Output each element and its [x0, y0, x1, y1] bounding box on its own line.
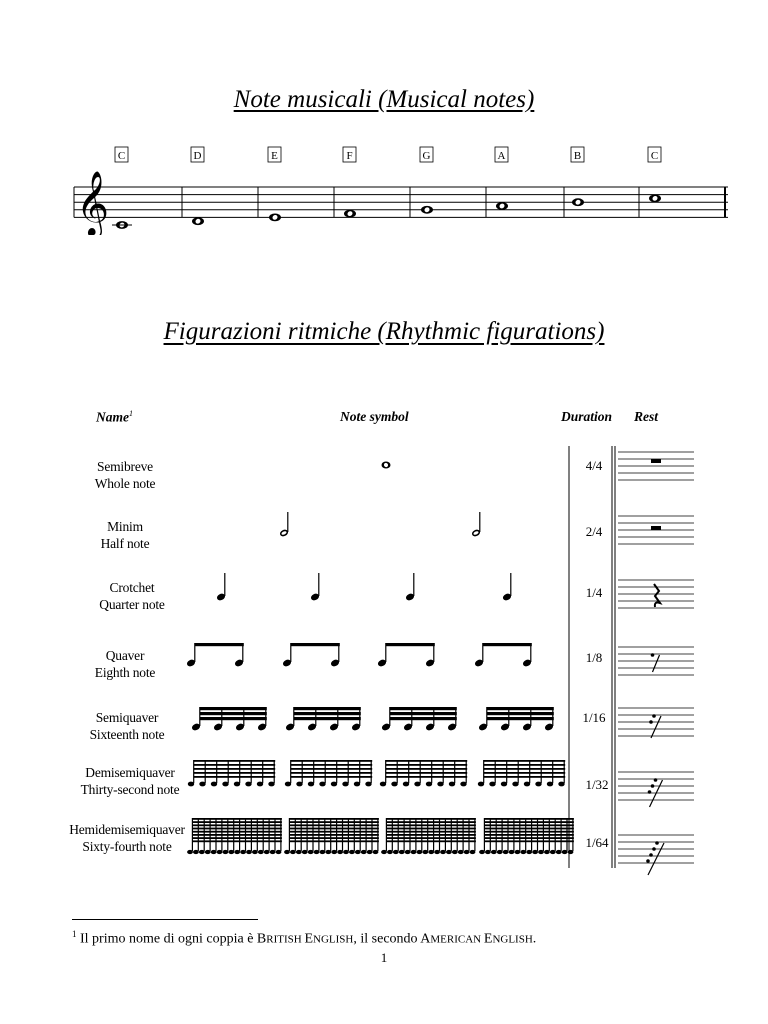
rest-symbol — [646, 841, 664, 875]
note-beam — [390, 707, 457, 710]
symbol-thirty-second-group — [380, 760, 467, 786]
symbol-sixteenth-group — [191, 707, 267, 732]
note-beam — [192, 840, 282, 842]
note-beam — [487, 707, 554, 710]
note-beam — [484, 760, 566, 762]
note-beam — [192, 831, 282, 833]
note-beam — [294, 717, 361, 720]
duration-eighth: 1/8 — [585, 650, 603, 665]
note-beam — [386, 828, 476, 830]
symbol-eighth-pair — [186, 643, 244, 668]
rest-symbol — [651, 526, 661, 530]
note-beam — [291, 760, 373, 762]
svg-text:E: E — [271, 150, 278, 162]
note-beam — [194, 776, 276, 778]
note-beam — [484, 818, 574, 820]
rest-symbol — [651, 459, 661, 463]
row-name-half: Minim Half note — [100, 519, 150, 551]
section-title-musical-notes: Note musicali (Musical notes) — [233, 86, 535, 113]
symbol-thirty-second-group — [285, 760, 372, 786]
duration-half: 2/4 — [585, 524, 603, 539]
symbol-sixteenth-group — [381, 707, 457, 732]
symbol-quarter-note — [310, 573, 320, 602]
note-beam — [194, 764, 276, 766]
note-beam — [386, 837, 476, 839]
symbol-sixty-fourth-group — [381, 818, 476, 854]
note-beam — [390, 712, 457, 715]
note-beam — [483, 643, 532, 646]
symbol-eighth-pair — [474, 643, 532, 668]
footnote-separator — [72, 919, 258, 920]
note-beam — [289, 834, 379, 836]
header-duration: Duration — [561, 409, 613, 424]
note-beam — [192, 834, 282, 836]
note-beam — [289, 818, 379, 820]
note-beam — [386, 768, 468, 770]
note-beam — [200, 712, 267, 715]
note-beam — [386, 818, 476, 820]
symbol-sixty-fourth-group — [479, 818, 574, 854]
note-beam — [192, 837, 282, 839]
row-name-sixteenth: Semiquaver Sixteenth note — [89, 710, 165, 742]
header-note-symbol: Note symbol — [340, 409, 409, 424]
note-beam — [484, 828, 574, 830]
note-beam — [386, 834, 476, 836]
note-beam — [194, 760, 276, 762]
note-beam — [294, 707, 361, 710]
note-beam — [289, 828, 379, 830]
note-beam — [192, 828, 282, 830]
symbol-eighth-pair — [377, 643, 435, 668]
rest-symbol — [654, 584, 660, 607]
header-name: Name$^1$ — [96, 409, 133, 425]
duration-whole: 4/4 — [585, 458, 603, 473]
note-beam — [484, 840, 574, 842]
note-beam — [484, 768, 566, 770]
note-beam — [192, 818, 282, 820]
note-beam — [484, 837, 574, 839]
note-beam — [291, 768, 373, 770]
row-name-whole: Semibreve Whole note — [94, 459, 156, 491]
page-number: 1 — [380, 950, 388, 965]
symbol-half-note — [471, 512, 481, 538]
note-beam — [386, 776, 468, 778]
note-beam — [487, 717, 554, 720]
row-name-thirty-second: Demisemiquaver Thirty-second note — [80, 765, 180, 797]
note-beam — [484, 834, 574, 836]
note-beam — [484, 776, 566, 778]
symbol-sixty-fourth-group — [284, 818, 379, 854]
note-beam — [484, 821, 574, 823]
note-beam — [386, 831, 476, 833]
note-beam — [289, 840, 379, 842]
duration-thirty-second: 1/32 — [585, 777, 609, 792]
svg-text:F: F — [346, 150, 353, 162]
duration-sixteenth: 1/16 — [582, 710, 606, 725]
note-beam — [484, 772, 566, 774]
row-name-sixty-fourth: Hemidemisemiquaver Sixty-fourth note — [69, 822, 185, 854]
duration-sixty-fourth: 1/64 — [585, 835, 609, 850]
note-beam — [386, 840, 476, 842]
svg-text:G: G — [422, 150, 431, 162]
note-beam — [200, 717, 267, 720]
treble-clef-icon: 𝄞 — [76, 173, 110, 235]
symbol-sixteenth-group — [285, 707, 361, 732]
section-title-rhythmic-figurations: Figurazioni ritmiche (Rhythmic figurations) — [163, 318, 605, 345]
row-name-eighth: Quaver Eighth note — [94, 648, 156, 680]
note-beam — [289, 831, 379, 833]
note-beam — [200, 707, 267, 710]
note-beam — [192, 824, 282, 826]
svg-text:B: B — [573, 150, 582, 162]
svg-text:C: C — [117, 150, 126, 162]
note-beam — [194, 772, 276, 774]
symbol-quarter-note — [216, 573, 226, 602]
note-beam — [192, 821, 282, 823]
footnote: $^1$ Il primo nome di ogni coppia è BRITISH ENGLISH, il secondo AMERICAN ENGLISH. — [72, 929, 537, 947]
row-name-quarter: Crotchet Quarter note — [99, 580, 165, 612]
symbol-quarter-note — [502, 573, 512, 602]
note-beam — [487, 712, 554, 715]
symbol-sixty-fourth-group — [187, 818, 282, 854]
symbol-whole-note — [382, 462, 391, 469]
header-rest: Rest — [634, 409, 659, 424]
svg-text:C: C — [650, 150, 659, 162]
note-beam — [386, 821, 476, 823]
note-beam — [291, 643, 340, 646]
duration-quarter: 1/4 — [585, 585, 603, 600]
note-beam — [291, 764, 373, 766]
symbol-thirty-second-group — [478, 760, 565, 786]
note-beam — [195, 643, 244, 646]
note-beam — [289, 837, 379, 839]
note-beam — [386, 760, 468, 762]
note-beam — [289, 821, 379, 823]
note-beam — [294, 712, 361, 715]
note-beam — [386, 824, 476, 826]
svg-text:A: A — [497, 150, 506, 162]
note-beam — [291, 772, 373, 774]
note-beam — [484, 764, 566, 766]
rest-symbol — [651, 653, 660, 672]
symbol-half-note — [279, 512, 289, 538]
note-beam — [484, 824, 574, 826]
note-beam — [484, 831, 574, 833]
symbol-quarter-note — [405, 573, 415, 602]
rest-symbol — [649, 714, 661, 738]
symbol-eighth-pair — [282, 643, 340, 668]
note-beam — [289, 824, 379, 826]
symbol-sixteenth-group — [478, 707, 554, 732]
note-beam — [291, 776, 373, 778]
note-beam — [390, 717, 457, 720]
svg-text:D: D — [193, 150, 202, 162]
note-beam — [386, 772, 468, 774]
note-beam — [386, 764, 468, 766]
note-beam — [386, 643, 435, 646]
symbol-thirty-second-group — [188, 760, 275, 786]
note-beam — [194, 768, 276, 770]
